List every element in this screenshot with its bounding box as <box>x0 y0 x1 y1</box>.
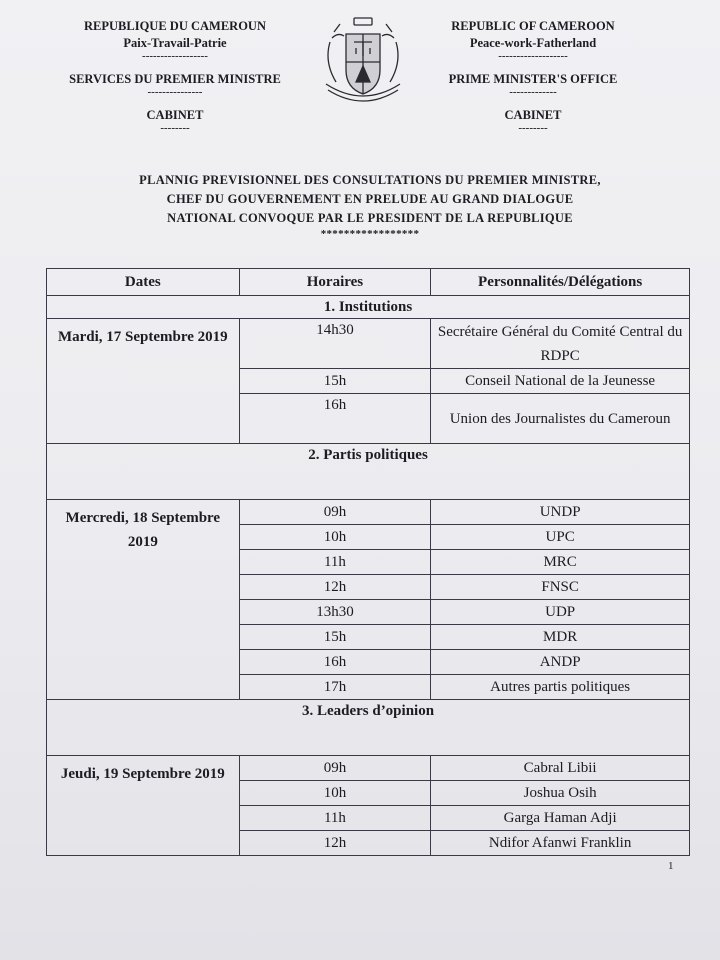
delegation-cell: Conseil National de la Jeunesse <box>431 369 690 394</box>
separator: ------------------ <box>142 50 208 62</box>
time-cell: 16h <box>239 394 431 444</box>
separator: -------- <box>518 122 548 134</box>
table-row <box>47 756 690 781</box>
time-cell: 17h <box>239 675 431 700</box>
title-line-2: CHEF DU GOUVERNEMENT EN PRELUDE AU GRAND DIALOGUE <box>166 192 574 206</box>
table-row <box>47 500 690 525</box>
delegation-cell: Garga Haman Adji <box>431 806 690 831</box>
separator: ------------------- <box>498 50 568 62</box>
separator: ------------- <box>509 86 557 98</box>
delegation-cell: Cabral Libii <box>431 756 690 781</box>
section-title-row <box>47 700 690 756</box>
header-dates: Dates <box>47 269 240 296</box>
section-title: 3. Leaders d’opinion <box>47 700 690 756</box>
document-title <box>70 171 670 240</box>
time-cell: 13h30 <box>239 600 431 625</box>
motto-en: Peace-work-Fatherland <box>469 36 597 50</box>
delegation-cell: MDR <box>431 625 690 650</box>
schedule-table <box>46 268 690 856</box>
header-left <box>50 18 300 133</box>
date-cell: Mercredi, 18 Septembre 2019 <box>47 500 240 700</box>
header-personnalites: Personnalités/Délégations <box>431 269 690 296</box>
delegation-cell: FNSC <box>431 575 690 600</box>
time-cell: 11h <box>239 550 431 575</box>
delegation-cell: Secrétaire Général du Comité Central du RDPC <box>431 319 690 369</box>
section-title-row <box>47 296 690 319</box>
motto-fr: Paix-Travail-Patrie <box>123 36 227 50</box>
separator: -------- <box>160 122 190 134</box>
page-number: 1 <box>668 860 674 872</box>
time-cell: 16h <box>239 650 431 675</box>
time-cell: 09h <box>239 500 431 525</box>
header-horaires: Horaires <box>239 269 431 296</box>
delegation-cell: UNDP <box>431 500 690 525</box>
time-cell: 12h <box>239 575 431 600</box>
office-en: PRIME MINISTER'S OFFICE <box>448 72 618 86</box>
time-cell: 15h <box>239 625 431 650</box>
delegation-cell: Union des Journalistes du Cameroun <box>431 394 690 444</box>
section-title: 1. Institutions <box>47 296 690 319</box>
country-fr: REPUBLIQUE DU CAMEROUN <box>84 19 266 33</box>
time-cell: 12h <box>239 831 431 856</box>
delegation-cell: Autres partis politiques <box>431 675 690 700</box>
time-cell: 10h <box>239 781 431 806</box>
country-en: REPUBLIC OF CAMEROON <box>451 19 615 33</box>
time-cell: 15h <box>239 369 431 394</box>
time-cell: 14h30 <box>239 319 431 369</box>
delegation-cell: Ndifor Afanwi Franklin <box>431 831 690 856</box>
table-row <box>47 319 690 369</box>
delegation-cell: ANDP <box>431 650 690 675</box>
cabinet-en: CABINET <box>504 108 562 122</box>
table-header-row <box>47 269 690 296</box>
delegation-cell: MRC <box>431 550 690 575</box>
time-cell: 11h <box>239 806 431 831</box>
time-cell: 09h <box>239 756 431 781</box>
cabinet-fr: CABINET <box>146 108 204 122</box>
date-cell: Jeudi, 19 Septembre 2019 <box>47 756 240 856</box>
coat-of-arms-icon <box>316 12 410 108</box>
section-title-row <box>47 444 690 500</box>
time-cell: 10h <box>239 525 431 550</box>
title-line-3: NATIONAL CONVOQUE PAR LE PRESIDENT DE LA REPUBLIQUE <box>167 211 573 225</box>
header-right <box>408 18 658 133</box>
section-title: 2. Partis politiques <box>47 444 690 500</box>
delegation-cell: UDP <box>431 600 690 625</box>
office-fr: SERVICES DU PREMIER MINISTRE <box>69 72 281 86</box>
title-line-1: PLANNIG PREVISIONNEL DES CONSULTATIONS DU PREMIER MINISTRE, <box>139 173 601 187</box>
delegation-cell: UPC <box>431 525 690 550</box>
title-stars: ***************** <box>320 228 420 240</box>
delegation-cell: Joshua Osih <box>431 781 690 806</box>
separator: --------------- <box>147 86 203 98</box>
date-cell: Mardi, 17 Septembre 2019 <box>47 319 240 444</box>
